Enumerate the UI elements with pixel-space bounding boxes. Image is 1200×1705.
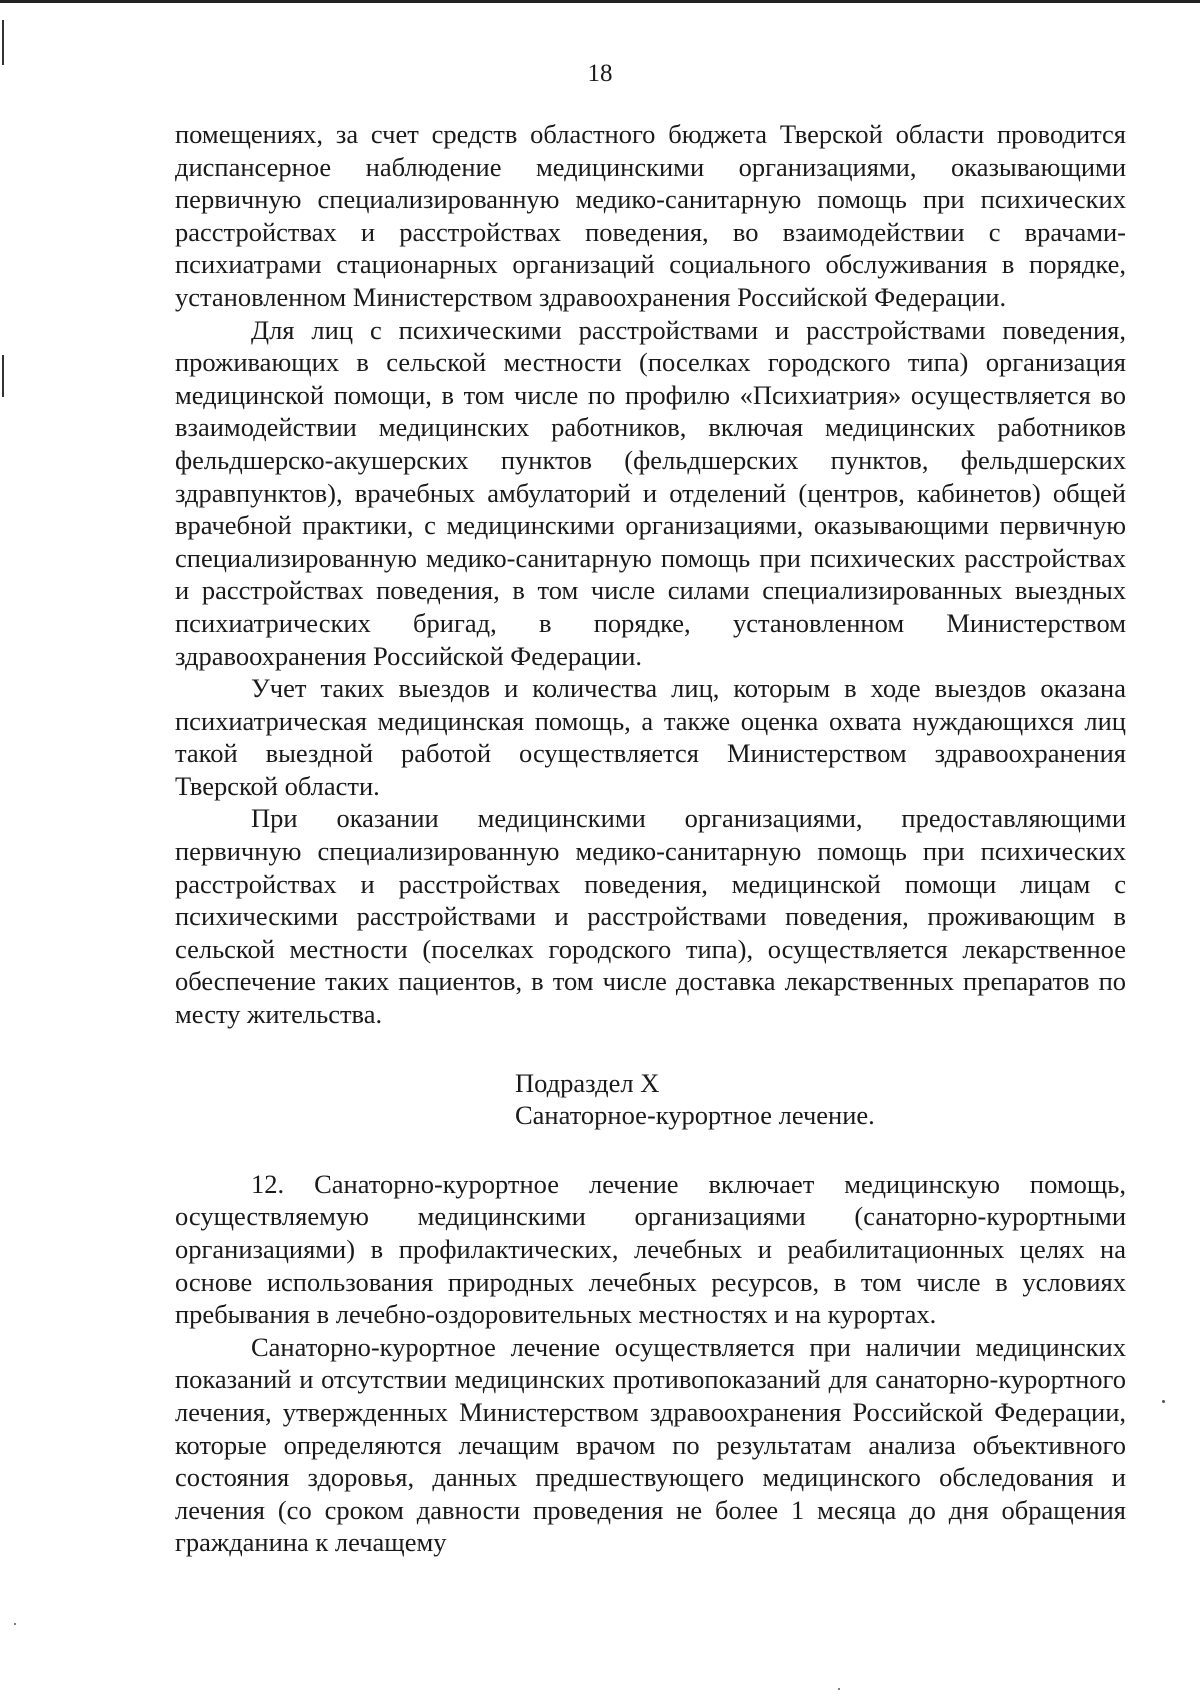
scan-edge-top xyxy=(0,0,1200,3)
document-body xyxy=(175,118,1126,1559)
paragraph: Учет таких выездов и количества лиц, которым в ходе выездов оказана психиатрическая медицинская помощь, а также оценка охвата нуждающихся лиц такой выездной работой осуществляется Министерством здравоохранения Тверской области. xyxy=(175,673,1126,801)
paragraph: Для лиц с психическими расстройствами и расстройствами поведения, проживающих в сельской местности (поселках городского типа) организация медицинской помощи, в том числе по профилю «Психиатрия» осуществляется во взаимодействии медицинских работников, включая медицинских работников фельдшерско-акушерских пунктов (фельдшерских пунктов, фельдшерских здравпунктов), врачебных амбулаторий и отделений (центров, кабинетов) общей врачебной практики, с медицинскими организациями, оказывающими первичную специализированную медико-санитарную помощь при психических расстройствах и расстройствах поведения, в том числе силами специализированных выездных психиатрических бригад, в порядке, установленном Министерством здравоохранения Российской Федерации. xyxy=(175,314,1126,671)
subsection-number: Подраздел X xyxy=(515,1067,660,1098)
paragraph: При оказании медицинскими организациями, предоставляющими первичную специализированную медико-санитарную помощь при психических расстройствах и расстройствах поведения, медицинской помощи лицам с психическими расстройствами и расстройствами поведения, проживающим в сельской местности (поселках городского типа), осуществляется лекарственное обеспечение таких пациентов, в том числе доставка лекарственных препаратов по месту жительства. xyxy=(175,803,1126,1030)
paragraph: помещениях, за счет средств областного бюджета Тверской области проводится диспансерное наблюдение медицинскими организациями, оказывающими первичную специализированную медико-санитарную помощь при психических расстройствах и расстройствах поведения, во взаимодействии с врачами-психиатрами стационарных организаций социального обслуживания в порядке, установленном Министерством здравоохранения Российской Федерации. xyxy=(175,119,1126,312)
section-heading xyxy=(175,1067,1126,1132)
scan-edge-mark xyxy=(2,20,4,65)
page-number: 18 xyxy=(587,60,613,87)
paragraph: 12. Санаторно-курортное лечение включает медицинскую помощь, осуществляемую медицинскими организациями (санаторно-курортными организациями) в профилактических, лечебных и реабилитационных целях на основе использования природных лечебных ресурсов, в том числе в условиях пребывания в лечебно-оздоровительных местностях и на курортах. xyxy=(175,1168,1126,1330)
scan-speck xyxy=(838,1688,840,1690)
paragraph: Санаторно-курортное лечение осуществляется при наличии медицинских показаний и отсутствии медицинских противопоказаний для санаторно-курортного лечения, утвержденных Министерством здравоохранения Российской Федерации, которые определяются лечащим врачом по результатам анализа объективного состояния здоровья, данных предшествующего медицинского обследования и лечения (со сроком давности проведения не более 1 месяца до дня обращения гражданина к лечащему xyxy=(175,1331,1126,1558)
scan-speck xyxy=(14,1623,16,1625)
subsection-title: Санаторное-курортное лечение. xyxy=(515,1100,875,1131)
scan-speck xyxy=(1162,1400,1165,1403)
scan-edge-mark xyxy=(2,355,4,397)
